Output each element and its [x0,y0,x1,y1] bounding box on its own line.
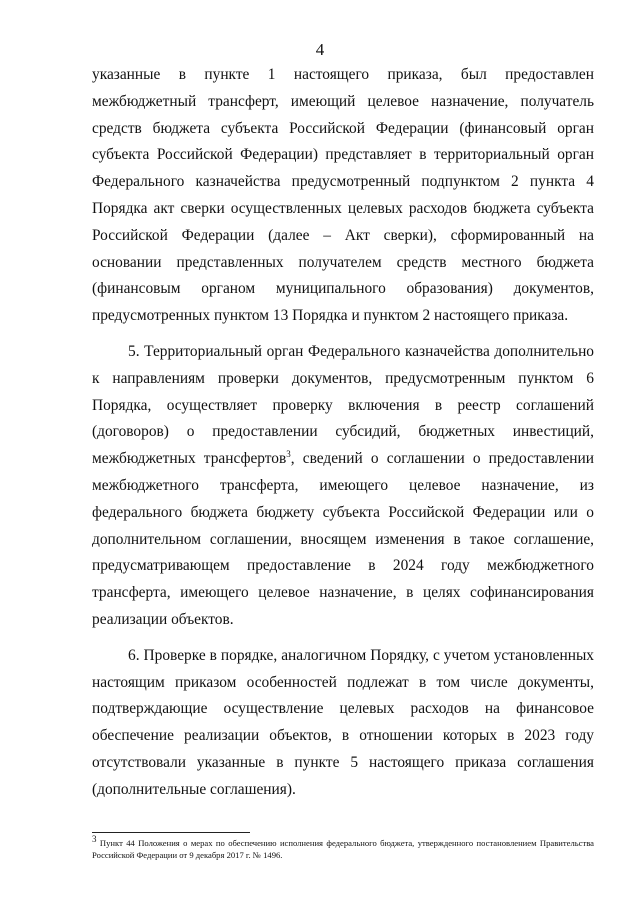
paragraph-5 [92,339,594,634]
paragraph-continuation: указанные в пункте 1 настоящего приказа, был предоставлен межбюджетный трансферт, имеющий целевое назначение, получатель средств бюджета субъекта Российской Федерации (финансовый орган субъекта Российской Федерации) представляет в территориальный орган Федерального казначейства предусмотренный подпунктом 2 пункта 4 Порядка акт сверки осуществленных целевых расходов бюджета субъекта Российской Федерации (далее – Акт сверки), сформированный на основании представленных получателем средств местного бюджета (финансовым органом муниципального образования) документов, предусмотренных пунктом 13 Порядка и пунктом 2 настоящего приказа. [92,66,594,325]
footnote [92,834,594,861]
page-number: 4 [315,40,325,59]
document-body [92,62,594,804]
paragraph-5-text-start: 5. Территориальный орган Федерального казначейства дополнительно к направлениям проверки документов, предусмотренным пунктом 6 Порядка, осуществляет проверку включения в реестр соглашений (договоров) о предоставлении субсидий, бюджетных инвестиций, межбюджетных трансфертов [92,342,594,468]
footnote-separator [92,832,250,833]
footnote-text: Пункт 44 Положения о мерах по обеспечению исполнения федерального бюджета, утвержденного постановлением Правительства Российской Федерации от 9 декабря 2017 г. № 1496. [92,838,594,860]
footnote-reference: 3 [286,449,291,460]
paragraph-5-text-end: , сведений о соглашении о предоставлении межбюджетного трансферта, имеющего целевое назначение, из федерального бюджета бюджету субъекта Российской Федерации или о дополнительном соглашении, вносящем изменения в такое соглашение, предусматривающем предоставление в 2024 году межбюджетного трансферта, имеющего целевое назначение, в целях софинансирования реализации объектов. [92,450,594,628]
paragraph-6: 6. Проверке в порядке, аналогичном Порядку, с учетом установленных настоящим приказом особенностей подлежат в том числе документы, подтверждающие осуществление целевых расходов на финансовое обеспечение реализации объектов, в отношении которых в 2023 году отсутствовали указанные в пункте 5 настоящего приказа соглашения (дополнительные соглашения). [92,646,594,798]
footnote-marker: 3 [92,834,97,845]
